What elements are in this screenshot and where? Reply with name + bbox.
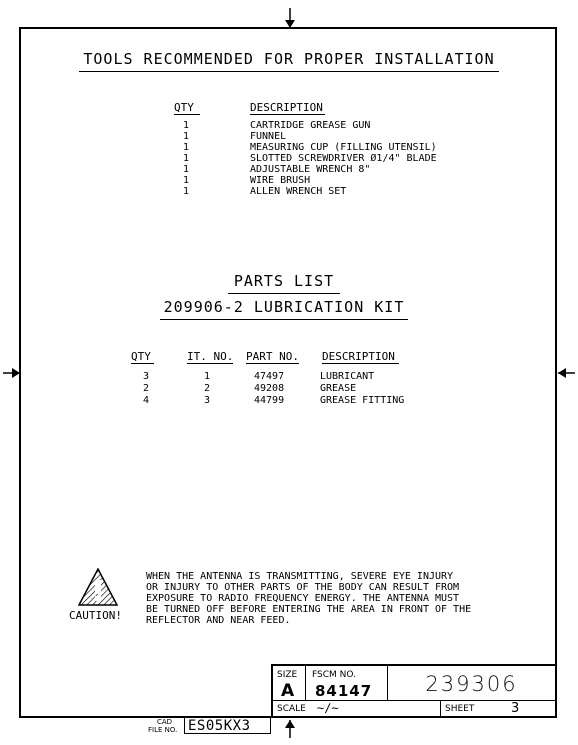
tools-row-qty: 1 <box>183 175 190 186</box>
parts-list-subtitle: 209906-2 LUBRICATION KIT <box>160 298 409 320</box>
caution-text <box>146 571 471 626</box>
drawing-number: 239306 <box>425 672 518 696</box>
fscm-value: 84147 <box>315 682 373 700</box>
drawing-number-cell <box>388 666 555 700</box>
parts-part-no-header: PART NO. <box>246 350 299 363</box>
right-center-arrow-icon <box>557 365 575 381</box>
scale-value: ∼∕∼ <box>317 701 339 715</box>
parts-row-description: GREASE <box>320 383 357 394</box>
cad-label-bottom: FILE NO. <box>148 726 178 734</box>
caution-warning-icon <box>78 568 118 606</box>
parts-row-item-no: 3 <box>204 395 211 406</box>
tools-row-description: ADJUSTABLE WRENCH 8" <box>250 164 371 175</box>
parts-row-description: GREASE FITTING <box>320 395 405 406</box>
cad-file-label <box>148 718 188 742</box>
caution-label: CAUTION! <box>69 609 122 622</box>
top-center-arrow-icon <box>282 8 298 30</box>
parts-qty-header: QTY <box>131 350 154 363</box>
parts-row-part-no: 49208 <box>254 383 285 394</box>
parts-row-part-no: 47497 <box>254 371 285 382</box>
left-center-arrow-icon <box>3 365 21 381</box>
parts-title-wrap <box>0 272 568 290</box>
tools-row-qty: 1 <box>183 142 190 153</box>
tools-row-description: FUNNEL <box>250 131 287 142</box>
caution-line: BE TURNED OFF BEFORE ENTERING THE AREA IN FRONT OF THE <box>146 604 472 615</box>
tools-row-qty: 1 <box>183 120 190 131</box>
sheet-label: SHEET <box>445 704 475 714</box>
size-label: SIZE <box>277 670 298 680</box>
parts-row-qty: 4 <box>143 395 150 406</box>
parts-row-item-no: 1 <box>204 371 211 382</box>
tools-row-qty: 1 <box>183 153 190 164</box>
title-block-bottom-row <box>273 700 555 716</box>
sheet-value: 3 <box>511 701 520 716</box>
parts-row-qty: 3 <box>143 371 150 382</box>
tools-row-description: SLOTTED SCREWDRIVER Ø1/4" BLADE <box>250 153 437 164</box>
tools-description-header: DESCRIPTION <box>250 101 323 114</box>
title-block <box>271 664 557 718</box>
cad-file-value: ES05KX3 <box>188 718 251 734</box>
parts-description-header: DESCRIPTION <box>322 350 399 363</box>
bottom-center-arrow-icon <box>282 720 298 740</box>
cad-file-box <box>184 718 271 734</box>
size-value: A <box>281 681 295 701</box>
parts-list-title: PARTS LIST <box>228 272 340 294</box>
size-cell <box>273 666 306 700</box>
tools-row-description: MEASURING CUP (FILLING UTENSIL) <box>250 142 437 153</box>
caution-line: EXPOSURE TO RADIO FREQUENCY ENERGY. THE ANTENNA MUST <box>146 593 460 604</box>
cad-label-top: CAD <box>157 718 173 726</box>
tools-row-description: ALLEN WRENCH SET <box>250 186 347 197</box>
fscm-cell <box>306 666 388 700</box>
scale-label: SCALE <box>277 704 306 714</box>
tools-row-qty: 1 <box>183 131 190 142</box>
parts-row-description: LUBRICANT <box>320 371 375 382</box>
tools-section-title: TOOLS RECOMMENDED FOR PROPER INSTALLATION <box>79 50 498 72</box>
caution-line: WHEN THE ANTENNA IS TRANSMITTING, SEVERE EYE INJURY <box>146 571 454 582</box>
parts-row-item-no: 2 <box>204 383 211 394</box>
parts-row-qty: 2 <box>143 383 150 394</box>
tools-section-title-wrap <box>0 50 578 68</box>
tools-row-description: WIRE BRUSH <box>250 175 311 186</box>
tools-row-qty: 1 <box>183 164 190 175</box>
fscm-label: FSCM NO. <box>312 670 356 680</box>
sheet-divider <box>440 701 441 716</box>
caution-line: OR INJURY TO OTHER PARTS OF THE BODY CAN RESULT FROM <box>146 582 460 593</box>
parts-subtitle-wrap <box>0 298 568 316</box>
caution-line: REFLECTOR AND NEAR FEED. <box>146 615 291 626</box>
tools-row-qty: 1 <box>183 186 190 197</box>
tools-row-description: CARTRIDGE GREASE GUN <box>250 120 371 131</box>
parts-item-no-header: IT. NO. <box>187 350 234 363</box>
parts-row-part-no: 44799 <box>254 395 285 406</box>
tools-qty-header: QTY <box>174 101 200 114</box>
